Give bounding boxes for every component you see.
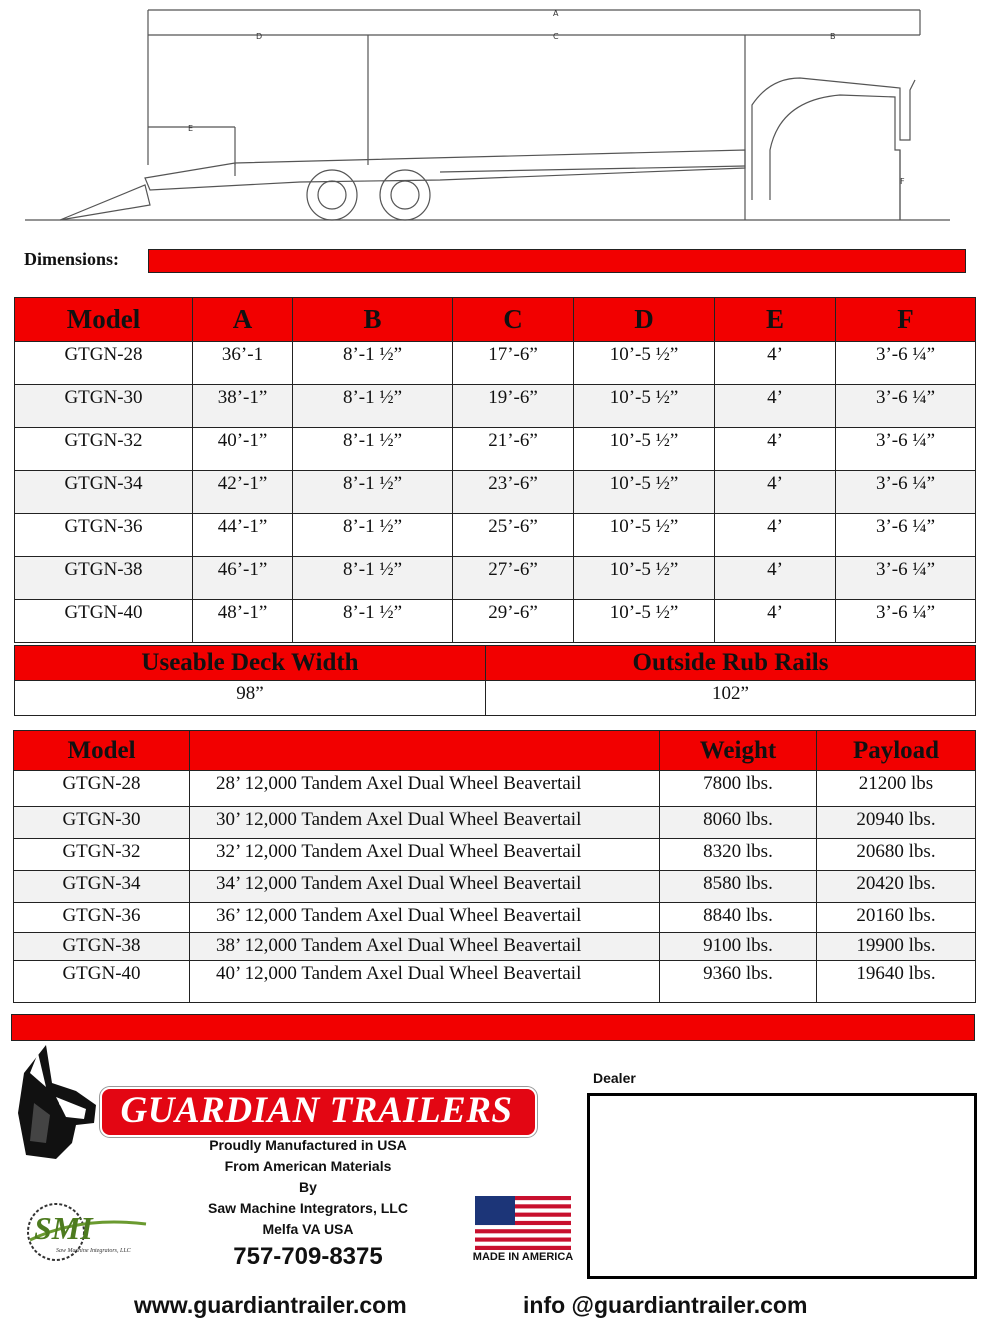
weight-row — [14, 871, 976, 903]
header-d: D — [574, 298, 715, 342]
dim-label-e: E — [188, 124, 194, 133]
cell-model: GTGN-32 — [14, 839, 190, 871]
dim-label-f: F — [900, 177, 905, 186]
weight-table — [13, 730, 976, 1003]
website-link[interactable]: www.guardiantrailer.com — [134, 1292, 407, 1318]
weight-row — [14, 839, 976, 871]
cell-d: 10’-5 ½” — [574, 385, 715, 428]
cell-f: 3’-6 ¼” — [836, 471, 976, 514]
dimensions-row — [15, 428, 976, 471]
cell-b: 8’-1 ½” — [293, 342, 453, 385]
cell-payload: 20680 lbs. — [817, 839, 976, 871]
tagline-line3: By — [299, 1179, 317, 1195]
cell-e: 4’ — [715, 428, 836, 471]
cell-b: 8’-1 ½” — [293, 600, 453, 643]
cell-c: 29’-6” — [453, 600, 574, 643]
trailer-diagram — [0, 0, 986, 240]
cell-model: GTGN-38 — [15, 557, 193, 600]
cell-model: GTGN-36 — [15, 514, 193, 557]
cell-b: 8’-1 ½” — [293, 471, 453, 514]
cell-c: 17’-6” — [453, 342, 574, 385]
cell-b: 8’-1 ½” — [293, 385, 453, 428]
header-c: C — [453, 298, 574, 342]
weight-row — [14, 807, 976, 839]
divider-bar — [11, 1014, 975, 1041]
cell-f: 3’-6 ¼” — [836, 600, 976, 643]
cell-d: 10’-5 ½” — [574, 600, 715, 643]
dimensions-bar — [148, 249, 966, 273]
cell-model: GTGN-40 — [15, 600, 193, 643]
email-link[interactable]: info @guardiantrailer.com — [523, 1292, 808, 1318]
cell-d: 10’-5 ½” — [574, 342, 715, 385]
cell-b: 8’-1 ½” — [293, 428, 453, 471]
cell-d: 10’-5 ½” — [574, 428, 715, 471]
cell-a: 40’-1” — [193, 428, 293, 471]
header-rub-rails: Outside Rub Rails — [486, 646, 976, 681]
cell-description: 40’ 12,000 Tandem Axel Dual Wheel Beavertail — [190, 961, 660, 1003]
smi-logo-text: SMI — [34, 1210, 93, 1246]
dim-label-a: A — [553, 9, 559, 18]
cell-d: 10’-5 ½” — [574, 557, 715, 600]
dimensions-row — [15, 557, 976, 600]
header-payload: Payload — [817, 731, 976, 771]
cell-payload: 19900 lbs. — [817, 933, 976, 961]
dimensions-row — [15, 385, 976, 428]
header-f: F — [836, 298, 976, 342]
dimensions-row — [15, 342, 976, 385]
cell-model: GTGN-40 — [14, 961, 190, 1003]
dimensions-row — [15, 514, 976, 557]
made-in-america-caption: MADE IN AMERICA — [472, 1251, 574, 1263]
cell-model: GTGN-36 — [14, 903, 190, 933]
cell-c: 27’-6” — [453, 557, 574, 600]
weight-row — [14, 933, 976, 961]
cell-f: 3’-6 ¼” — [836, 385, 976, 428]
cell-description: 30’ 12,000 Tandem Axel Dual Wheel Beavertail — [190, 807, 660, 839]
cell-weight: 8840 lbs. — [660, 903, 817, 933]
cell-weight: 8320 lbs. — [660, 839, 817, 871]
dealer-box — [587, 1093, 977, 1279]
cell-c: 23’-6” — [453, 471, 574, 514]
cell-payload: 21200 lbs — [817, 771, 976, 807]
dimensions-row — [15, 471, 976, 514]
cell-payload: 20420 lbs. — [817, 871, 976, 903]
german-shepherd-logo-icon — [16, 1043, 104, 1161]
cell-e: 4’ — [715, 600, 836, 643]
cell-f: 3’-6 ¼” — [836, 342, 976, 385]
cell-c: 25’-6” — [453, 514, 574, 557]
cell-d: 10’-5 ½” — [574, 471, 715, 514]
phone-number: 757-709-8375 — [233, 1243, 383, 1270]
cell-c: 19’-6” — [453, 385, 574, 428]
cell-description: 36’ 12,000 Tandem Axel Dual Wheel Beavertail — [190, 903, 660, 933]
header-model: Model — [15, 298, 193, 342]
dimensions-header-row — [15, 298, 976, 342]
cell-a: 36’-1 — [193, 342, 293, 385]
cell-d: 10’-5 ½” — [574, 514, 715, 557]
weight-row — [14, 771, 976, 807]
tagline-line2: From American Materials — [224, 1158, 392, 1174]
cell-description: 34’ 12,000 Tandem Axel Dual Wheel Beavertail — [190, 871, 660, 903]
header-deck-width: Useable Deck Width — [15, 646, 486, 681]
brand-name: GUARDIAN TRAILERS — [120, 1090, 513, 1131]
cell-payload: 20160 lbs. — [817, 903, 976, 933]
weight-row — [14, 961, 976, 1003]
cell-description: 32’ 12,000 Tandem Axel Dual Wheel Beavertail — [190, 839, 660, 871]
cell-e: 4’ — [715, 385, 836, 428]
dimensions-row — [15, 600, 976, 643]
cell-f: 3’-6 ¼” — [836, 514, 976, 557]
cell-weight: 8580 lbs. — [660, 871, 817, 903]
cell-e: 4’ — [715, 514, 836, 557]
cell-a: 42’-1” — [193, 471, 293, 514]
cell-b: 8’-1 ½” — [293, 514, 453, 557]
smi-logo-subtext: Saw Machine Integrators, LLC — [56, 1248, 131, 1254]
brand-tagline — [150, 1135, 466, 1240]
cell-model: GTGN-30 — [14, 807, 190, 839]
rub-rails-value: 102” — [486, 681, 976, 716]
cell-f: 3’-6 ¼” — [836, 428, 976, 471]
deck-table — [14, 645, 976, 716]
cell-a: 38’-1” — [193, 385, 293, 428]
cell-c: 21’-6” — [453, 428, 574, 471]
cell-model: GTGN-32 — [15, 428, 193, 471]
header-e: E — [715, 298, 836, 342]
cell-model: GTGN-28 — [14, 771, 190, 807]
cell-e: 4’ — [715, 471, 836, 514]
tagline-line1: Proudly Manufactured in USA — [209, 1137, 407, 1153]
header-description — [190, 731, 660, 771]
cell-model: GTGN-34 — [14, 871, 190, 903]
us-flag-icon — [475, 1196, 571, 1250]
cell-e: 4’ — [715, 342, 836, 385]
dim-label-b: B — [830, 32, 836, 41]
header-weight: Weight — [660, 731, 817, 771]
header-a: A — [193, 298, 293, 342]
cell-weight: 8060 lbs. — [660, 807, 817, 839]
dim-label-d: D — [256, 32, 263, 41]
cell-model: GTGN-34 — [15, 471, 193, 514]
weight-row — [14, 903, 976, 933]
dimensions-table — [14, 297, 976, 643]
cell-a: 46’-1” — [193, 557, 293, 600]
tagline-line5: Melfa VA USA — [262, 1221, 354, 1237]
cell-b: 8’-1 ½” — [293, 557, 453, 600]
cell-a: 48’-1” — [193, 600, 293, 643]
cell-payload: 20940 lbs. — [817, 807, 976, 839]
cell-model: GTGN-38 — [14, 933, 190, 961]
dealer-label: Dealer — [593, 1070, 636, 1086]
cell-weight: 7800 lbs. — [660, 771, 817, 807]
cell-weight: 9100 lbs. — [660, 933, 817, 961]
cell-description: 38’ 12,000 Tandem Axel Dual Wheel Beavertail — [190, 933, 660, 961]
header-b: B — [293, 298, 453, 342]
header-model: Model — [14, 731, 190, 771]
cell-e: 4’ — [715, 557, 836, 600]
cell-description: 28’ 12,000 Tandem Axel Dual Wheel Beavertail — [190, 771, 660, 807]
deck-width-value: 98” — [15, 681, 486, 716]
cell-a: 44’-1” — [193, 514, 293, 557]
cell-f: 3’-6 ¼” — [836, 557, 976, 600]
cell-payload: 19640 lbs. — [817, 961, 976, 1003]
cell-model: GTGN-28 — [15, 342, 193, 385]
dimensions-label: Dimensions: — [24, 249, 120, 269]
dim-label-c: C — [553, 32, 559, 41]
cell-weight: 9360 lbs. — [660, 961, 817, 1003]
tagline-line4: Saw Machine Integrators, LLC — [208, 1200, 408, 1216]
cell-model: GTGN-30 — [15, 385, 193, 428]
